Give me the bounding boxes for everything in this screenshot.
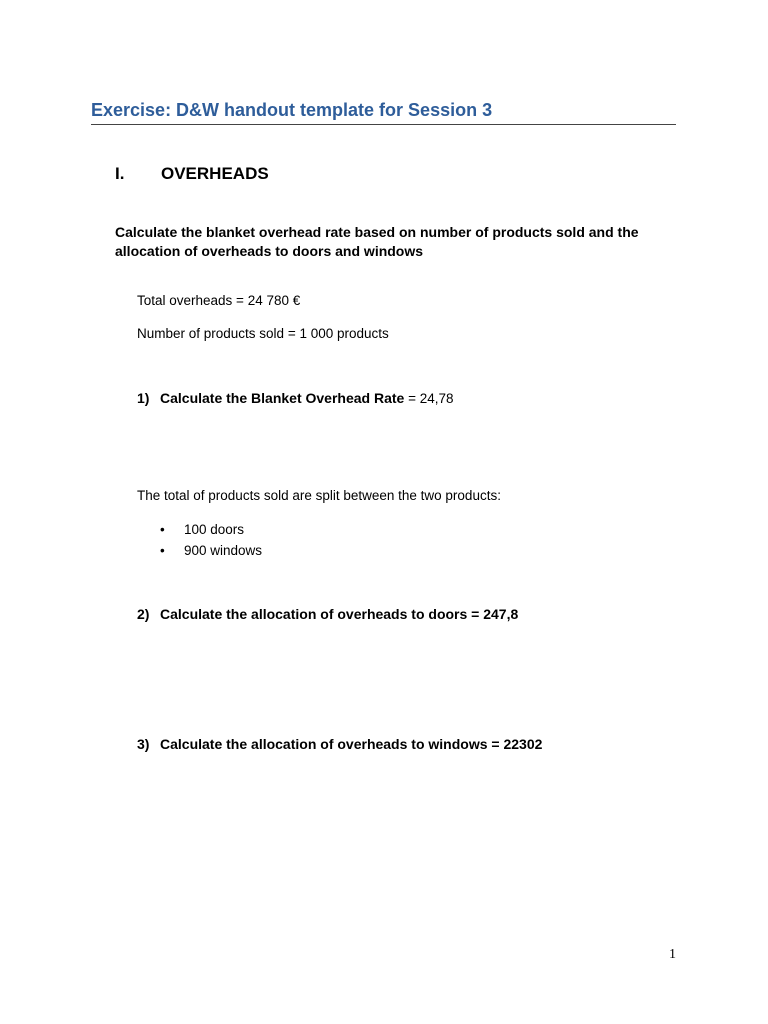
bullet-icon: • bbox=[160, 543, 165, 558]
list-item bbox=[160, 540, 262, 561]
question-number: 1) bbox=[137, 390, 150, 406]
product-split-list bbox=[160, 519, 262, 561]
total-overheads-text: Total overheads = 24 780 € bbox=[137, 293, 301, 308]
list-item bbox=[160, 519, 262, 540]
question-2 bbox=[137, 606, 518, 622]
split-intro-text: The total of products sold are split between the two products: bbox=[137, 488, 501, 503]
section-heading bbox=[115, 164, 269, 184]
products-sold-text: Number of products sold = 1 000 products bbox=[137, 326, 389, 341]
question-text: Calculate the allocation of overheads to windows = 22302 bbox=[160, 736, 543, 752]
section-number: I. bbox=[115, 164, 125, 183]
bullet-icon: • bbox=[160, 522, 165, 537]
instruction-text: Calculate the blanket overhead rate based on number of products sold and the allocation of overheads to doors and windows bbox=[115, 224, 639, 259]
list-item-text: 100 doors bbox=[184, 522, 245, 537]
section-title: OVERHEADS bbox=[161, 164, 269, 183]
document-title: Exercise: D&W handout template for Session 3 bbox=[91, 100, 676, 125]
list-item-text: 900 windows bbox=[184, 543, 263, 558]
page-number: 1 bbox=[669, 947, 676, 962]
question-1 bbox=[137, 390, 453, 406]
question-number: 2) bbox=[137, 606, 150, 622]
question-number: 3) bbox=[137, 736, 150, 752]
question-text: Calculate the Blanket Overhead Rate bbox=[160, 390, 405, 406]
question-answer: = 24,78 bbox=[404, 391, 454, 406]
question-3 bbox=[137, 736, 542, 752]
question-text: Calculate the allocation of overheads to doors = 247,8 bbox=[160, 606, 519, 622]
